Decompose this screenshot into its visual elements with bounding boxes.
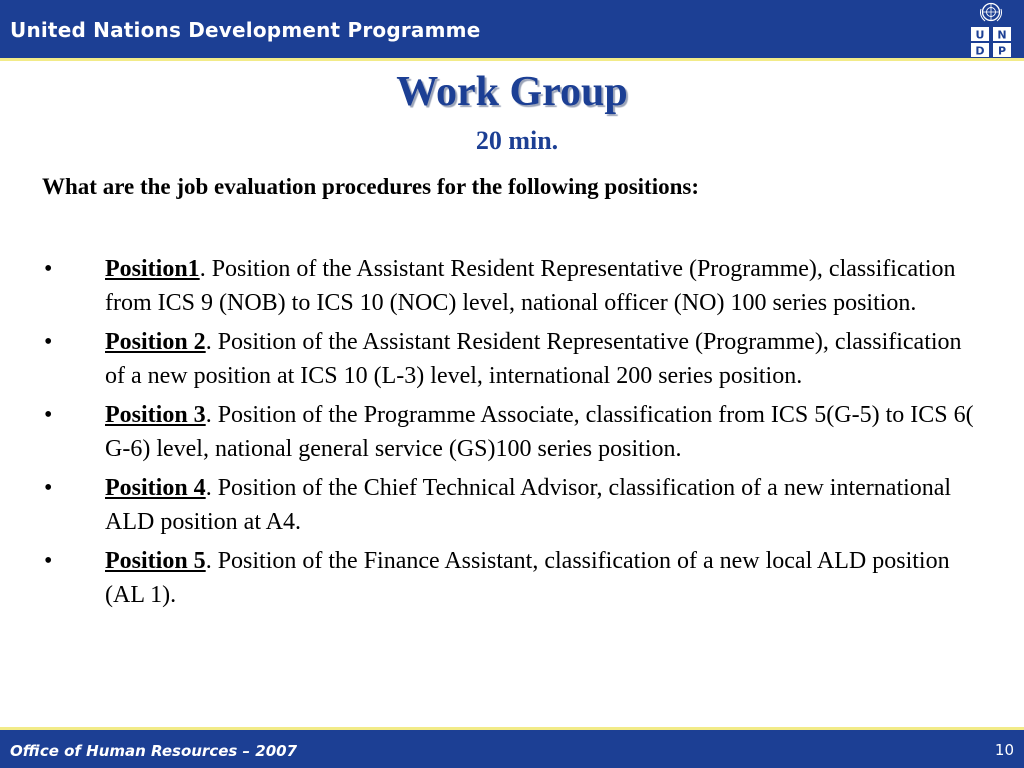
position-description: . Position of the Chief Technical Advisor, classification of a new international ALD position at A4. [105, 475, 952, 535]
slide-question: What are the job evaluation procedures for the following positions: [42, 174, 700, 199]
position-label: Position 3 [105, 402, 206, 428]
position-description: . Position of the Finance Assistant, classification of a new local ALD position (AL 1). [105, 548, 950, 608]
positions-list [42, 252, 982, 617]
position-description: . Position of the Programme Associate, classification from ICS 5(G-5) to ICS 6( G-6) level, national general service (GS)100 series position. [105, 402, 974, 462]
header-bar [0, 0, 1024, 58]
position-label: Position 5 [105, 548, 206, 574]
position-label: Position 4 [105, 475, 206, 501]
list-item-position-3 [42, 398, 982, 466]
bullet-marker: • [44, 548, 53, 574]
bullet-marker: • [44, 402, 53, 428]
slide-title: Work Group [396, 69, 628, 115]
logo-letter-u: U [975, 28, 985, 42]
footer-bar [0, 730, 1024, 768]
footer-office-name: Office of Human Resources – 2007 [10, 742, 298, 760]
list-item-position-1 [42, 252, 982, 320]
list-item-position-5 [42, 544, 982, 612]
page-number: 10 [994, 741, 1014, 759]
logo-letter-d: D [975, 44, 985, 58]
position-label: Position 2 [105, 329, 206, 355]
logo-letter-p: P [997, 44, 1007, 58]
position-description: . Position of the Assistant Resident Representative (Programme), classification of a new position at ICS 10 (L-3) level, international 200 series position. [105, 329, 962, 389]
list-item-position-2 [42, 325, 982, 393]
bullet-marker: • [44, 329, 53, 355]
bullet-marker: • [44, 256, 53, 282]
bullet-marker: • [44, 475, 53, 501]
organization-name: United Nations Development Programme [10, 18, 481, 42]
logo-letter-n: N [997, 28, 1007, 42]
un-emblem-icon [981, 4, 1002, 22]
header-divider [0, 58, 1024, 61]
list-item-position-4 [42, 471, 982, 539]
position-label: Position1 [105, 256, 200, 282]
undp-logo [968, 0, 1014, 58]
position-description: . Position of the Assistant Resident Representative (Programme), classification from ICS 9 (NOB) to ICS 10 (NOC) level, national officer (NO) 100 series position. [105, 256, 956, 316]
slide-subtitle: 20 min. [475, 126, 559, 155]
